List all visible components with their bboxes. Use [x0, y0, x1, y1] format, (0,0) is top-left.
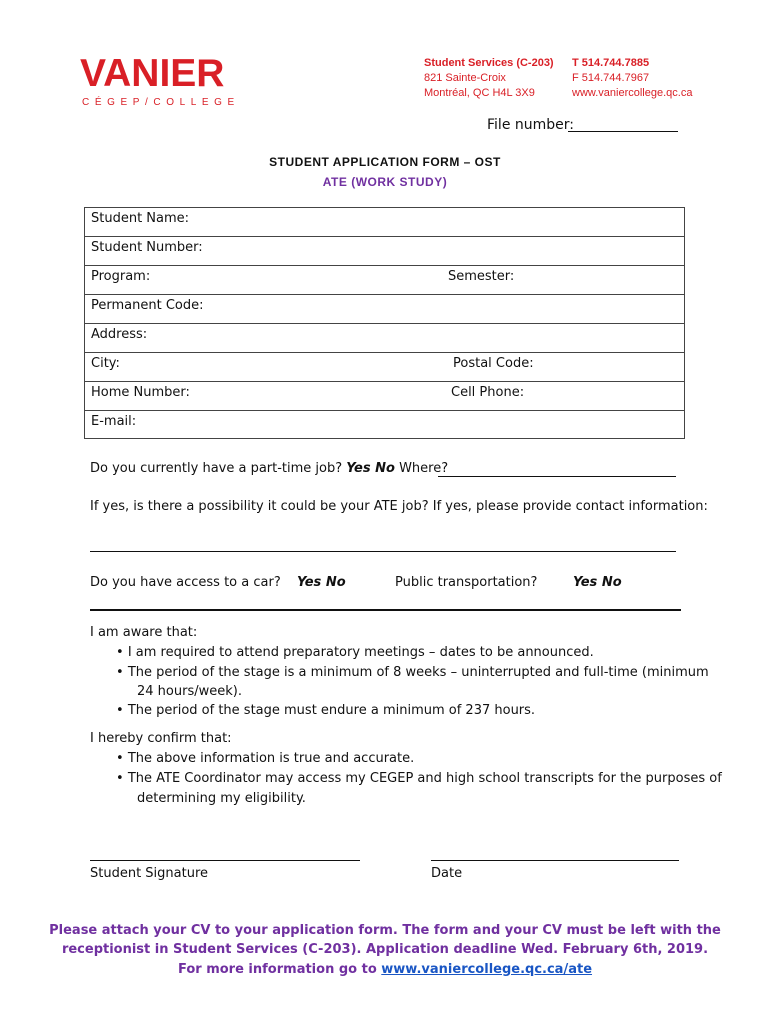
bullet-icon: •: [116, 703, 124, 718]
confirm-item-1: • The above information is true and accurate.: [116, 751, 415, 766]
city-label: City:: [91, 356, 120, 371]
email-label: E-mail:: [91, 414, 137, 429]
bullet-icon: •: [116, 665, 124, 680]
aware-item-1: • I am required to attend preparatory meetings – dates to be announced.: [116, 645, 594, 660]
car-yes-no[interactable]: Yes No: [297, 575, 346, 590]
confirm-heading: I hereby confirm that:: [90, 731, 232, 746]
website-link[interactable]: www.vaniercollege.qc.ca: [572, 87, 693, 99]
permanent-code-label: Permanent Code:: [91, 298, 204, 313]
file-number-label: File number:: [487, 117, 574, 133]
footer-line-3: [0, 962, 770, 977]
student-info-table: [84, 207, 685, 439]
bullet-icon: •: [116, 771, 124, 786]
student-signature-field[interactable]: [90, 860, 360, 861]
form-subtitle: ATE (WORK STUDY): [322, 175, 448, 189]
logo-wordmark: VANIER: [80, 52, 225, 95]
row-student-name[interactable]: [85, 208, 684, 237]
part-time-label: Do you currently have a part-time job?: [90, 461, 343, 476]
program-label: Program:: [91, 269, 151, 284]
date-field[interactable]: [431, 860, 679, 861]
cell-phone-label: Cell Phone:: [451, 385, 525, 400]
confirm-item-2: • The ATE Coordinator may access my CEGEP and high school transcripts for the purposes of: [116, 771, 722, 786]
row-email[interactable]: [85, 411, 684, 440]
row-program[interactable]: [85, 266, 684, 295]
row-student-number[interactable]: [85, 237, 684, 266]
aware-item-2-cont: 24 hours/week).: [137, 684, 242, 699]
bullet-icon: •: [116, 645, 124, 660]
form-title: STUDENT APPLICATION FORM – OST: [269, 155, 501, 169]
street-address: 821 Sainte-Croix: [424, 72, 506, 84]
phone-block: [572, 56, 692, 101]
student-number-label: Student Number:: [91, 240, 203, 255]
address-label: Address:: [91, 327, 148, 342]
transport-yes-no[interactable]: Yes No: [573, 575, 622, 590]
transport-question: Public transportation?: [395, 575, 538, 590]
where-label: Where?: [399, 461, 449, 476]
office-name: Student Services (C-203): [424, 57, 554, 69]
row-address[interactable]: [85, 324, 684, 353]
aware-item-3: • The period of the stage must endure a minimum of 237 hours.: [116, 703, 536, 718]
car-question: Do you have access to a car?: [90, 575, 281, 590]
bullet-icon: •: [116, 751, 124, 766]
semester-label: Semester:: [448, 269, 515, 284]
row-city[interactable]: [85, 353, 684, 382]
section-divider: [90, 609, 681, 611]
postal-code-label: Postal Code:: [453, 356, 534, 371]
possibility-question: If yes, is there a possibility it could be your ATE job? If yes, please provide contact information:: [90, 499, 708, 514]
aware-heading: I am aware that:: [90, 625, 198, 640]
footer-info-prefix: For more information go to: [177, 962, 382, 977]
logo-subtitle: CÉGEP/COLLEGE: [82, 97, 240, 108]
part-time-yes-no[interactable]: Yes No: [346, 461, 395, 476]
file-number-field[interactable]: [568, 131, 678, 132]
date-label: Date: [431, 866, 463, 881]
row-phone[interactable]: [85, 382, 684, 411]
footer-line-1: Please attach your CV to your application form. The form and your CV must be left with the: [49, 923, 721, 938]
vanier-logo: [80, 52, 250, 116]
row-permanent-code[interactable]: [85, 295, 684, 324]
where-field[interactable]: [438, 476, 676, 477]
confirm-item-2-cont: determining my eligibility.: [137, 791, 306, 806]
student-name-label: Student Name:: [91, 211, 190, 226]
footer-line-2: receptionist in Student Services (C-203). Application deadline Wed. February 6th, 2019.: [61, 942, 709, 957]
contact-info-field[interactable]: [90, 551, 676, 552]
address-block: [424, 56, 554, 101]
home-number-label: Home Number:: [91, 385, 190, 400]
part-time-question: [90, 461, 448, 476]
student-signature-label: Student Signature: [90, 866, 209, 881]
aware-item-2: • The period of the stage is a minimum of 8 weeks – uninterrupted and full-time (minimum: [116, 665, 709, 680]
fax-number: F 514.744.7967: [572, 72, 650, 84]
ate-info-link[interactable]: www.vaniercollege.qc.ca/ate: [381, 962, 593, 977]
phone-number: T 514.744.7885: [572, 57, 650, 69]
city-address: Montréal, QC H4L 3X9: [424, 87, 535, 99]
